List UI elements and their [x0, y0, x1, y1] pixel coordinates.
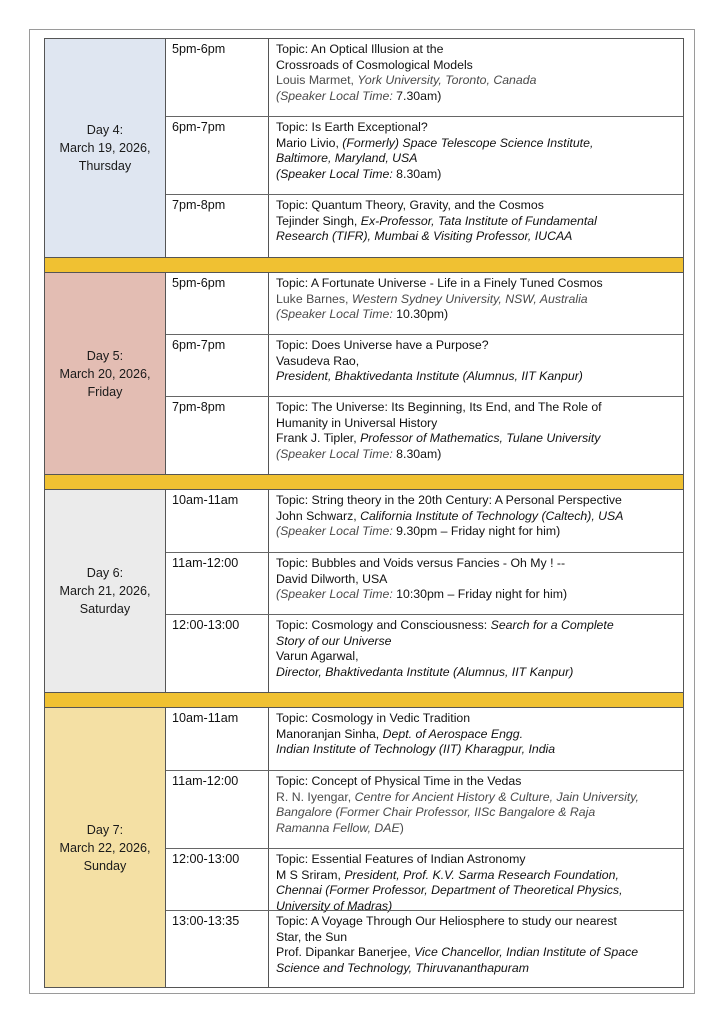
talk-info-line — [276, 136, 679, 152]
talk-info-line — [276, 930, 679, 946]
day-weekday: Saturday — [79, 602, 131, 616]
talk-details — [269, 397, 683, 462]
day-date: March 22, 2026, — [59, 840, 151, 855]
text-segment: Topic: Is Earth Exceptional? — [276, 120, 428, 134]
text-segment: (Speaker Local Time: — [276, 307, 393, 322]
text-segment: David Dilworth, USA — [276, 571, 388, 586]
text-segment: Director, Bhaktivedanta Institute (Alumnus, IIT Kanpur) — [276, 664, 574, 679]
text-segment: Baltimore, Maryland, USA — [276, 151, 418, 166]
talk-topic-line — [276, 914, 679, 930]
text-segment: Topic: Cosmology in Vedic Tradition — [276, 711, 471, 725]
text-segment: Topic: Cosmology and Consciousness: — [276, 618, 491, 632]
talk-time: 13:00-13:35 — [166, 911, 269, 987]
text-segment: Topic: String theory in the 20th Century: A Personal Perspective — [276, 493, 622, 507]
talk-time: 6pm-7pm — [166, 335, 269, 396]
talk-time: 12:00-13:00 — [166, 849, 269, 910]
talk-info-line — [276, 354, 679, 370]
text-segment: Topic: Concept of Physical Time in the Vedas — [276, 774, 522, 788]
talk-info-line — [276, 727, 679, 743]
talk-details — [269, 708, 683, 758]
talk-info-line — [276, 151, 679, 167]
text-segment: 10.30pm) — [392, 307, 449, 322]
talk-topic-line — [276, 711, 679, 727]
talk-info-line — [276, 229, 679, 245]
text-segment: 10:30pm – Friday night for him) — [392, 587, 568, 602]
text-segment: 9.30pm – Friday night for him) — [392, 524, 561, 539]
text-segment: (Speaker Local Time: — [276, 587, 393, 602]
day-weekday: Sunday — [83, 858, 127, 873]
text-segment: Professor of Mathematics, Tulane University — [360, 431, 601, 446]
talk-row — [166, 614, 683, 692]
text-segment: Varun Agarwal, — [276, 649, 359, 664]
text-segment: Topic: An Optical Illusion at the — [276, 42, 444, 56]
talk-info-line — [276, 447, 679, 463]
talk-topic-line — [276, 774, 679, 790]
talk-info-line — [276, 416, 679, 432]
text-segment: Tejinder Singh, — [276, 213, 361, 228]
text-segment: Dept. of Aerospace Engg. — [382, 726, 524, 741]
day-separator-band — [45, 257, 683, 273]
day-label-text — [59, 347, 150, 401]
text-segment: Topic: A Fortunate Universe - Life in a Finely Tuned Cosmos — [276, 276, 603, 290]
text-segment: Manoranjan Sinha, — [276, 726, 383, 741]
text-segment: Story of our Universe — [276, 633, 392, 648]
talk-row — [166, 910, 683, 987]
text-segment: Topic: The Universe: Its Beginning, Its End, and The Role of — [276, 400, 602, 414]
text-segment: Vasudeva Rao, — [276, 353, 360, 368]
talk-info-line — [276, 572, 679, 588]
talk-info-line — [276, 89, 679, 105]
talk-details — [269, 195, 683, 245]
talk-topic-line — [276, 42, 679, 58]
day-date: March 19, 2026, — [59, 141, 151, 155]
day-date: March 20, 2026, — [59, 366, 151, 381]
day-number: Day 4: — [86, 123, 124, 137]
talk-topic-line — [276, 852, 679, 868]
text-segment: Indian Institute of Technology (IIT) Kharagpur, India — [276, 742, 556, 757]
day-label-text — [59, 821, 150, 875]
text-segment: (Speaker Local Time: — [276, 88, 393, 103]
talk-details — [269, 911, 683, 976]
talk-topic-line — [276, 276, 679, 292]
talk-row — [166, 708, 683, 770]
talk-details — [269, 490, 683, 540]
day-number: Day 7: — [86, 822, 124, 837]
text-segment: York University, Toronto, Canada — [357, 73, 537, 88]
text-segment: Humanity in Universal History — [276, 415, 438, 430]
day-label-text — [59, 121, 150, 175]
talk-row — [166, 490, 683, 552]
text-segment: Star, the Sun — [276, 929, 348, 944]
schedule-table — [44, 38, 684, 988]
talk-details — [269, 39, 683, 104]
text-segment: John Schwarz, — [276, 508, 361, 523]
talk-time: 5pm-6pm — [166, 39, 269, 116]
talk-info-line — [276, 167, 679, 183]
talk-info-line — [276, 945, 679, 961]
talk-details — [269, 771, 683, 836]
text-segment: President, Bhaktivedanta Institute (Alumnus, IIT Kanpur) — [276, 369, 583, 384]
text-segment: Vice Chancellor, Indian Institute of Space — [414, 945, 639, 960]
day-weekday: Thursday — [78, 159, 132, 173]
day-date: March 21, 2026, — [59, 584, 151, 598]
day-weekday: Friday — [87, 384, 123, 399]
text-segment: Topic: Quantum Theory, Gravity, and the Cosmos — [276, 198, 544, 212]
text-segment: Mario Livio, — [276, 135, 343, 150]
talk-topic-line — [276, 618, 679, 634]
talk-time: 7pm-8pm — [166, 397, 269, 474]
talk-details — [269, 335, 683, 385]
text-segment: Research (TIFR), Mumbai & Visiting Professor, IUCAA — [276, 229, 573, 244]
talk-row — [166, 552, 683, 614]
talk-row — [166, 273, 683, 334]
day-label — [45, 490, 166, 692]
text-segment: Centre for Ancient History & Culture, Jain University, — [354, 789, 639, 804]
talk-info-line — [276, 821, 679, 837]
text-segment: (Formerly) Space Telescope Science Institute, — [342, 135, 594, 150]
talk-time: 6pm-7pm — [166, 117, 269, 194]
talk-time: 11am-12:00 — [166, 771, 269, 848]
talk-info-line — [276, 292, 679, 308]
text-segment: Prof. Dipankar Banerjee, — [276, 945, 415, 960]
talk-row — [166, 396, 683, 474]
talk-info-line — [276, 58, 679, 74]
text-segment: Crossroads of Cosmological Models — [276, 57, 473, 72]
talk-info-line — [276, 742, 679, 758]
talk-info-line — [276, 214, 679, 230]
talk-time: 5pm-6pm — [166, 273, 269, 334]
talk-info-line — [276, 369, 679, 385]
text-segment: Louis Marmet, — [276, 73, 358, 88]
talk-topic-line — [276, 198, 679, 214]
talk-info-line — [276, 524, 679, 540]
talk-info-line — [276, 634, 679, 650]
text-segment: 8.30am) — [392, 446, 442, 461]
text-segment: Luke Barnes, — [276, 291, 352, 306]
text-segment: Frank J. Tipler, — [276, 431, 361, 446]
text-segment: 7.30am) — [392, 88, 442, 103]
text-segment: Topic: Essential Features of Indian Astronomy — [276, 852, 526, 866]
talk-details — [269, 273, 683, 323]
talk-row — [166, 334, 683, 396]
talk-topic-line — [276, 338, 679, 354]
talk-row — [166, 116, 683, 194]
day-number: Day 5: — [86, 348, 124, 363]
talk-topic-line — [276, 493, 679, 509]
text-segment: President, Prof. K.V. Sarma Research Foundation, — [344, 867, 619, 882]
day-label-text — [59, 564, 150, 618]
talk-info-line — [276, 883, 679, 899]
talk-time: 10am-11am — [166, 490, 269, 552]
text-segment: University of Madras) — [276, 898, 393, 913]
text-segment: (Speaker Local Time: — [276, 524, 393, 539]
talk-details — [269, 553, 683, 603]
day-separator-band — [45, 692, 683, 708]
talk-details — [269, 615, 683, 680]
day-label — [45, 273, 166, 474]
text-segment: Bangalore (Former Chair Professor, IISc Bangalore & Raja — [276, 805, 596, 820]
talk-topic-line — [276, 556, 679, 572]
day-separator-band — [45, 474, 683, 490]
text-segment: (Speaker Local Time: — [276, 166, 393, 181]
talk-info-line — [276, 868, 679, 884]
text-segment: (Speaker Local Time: — [276, 446, 393, 461]
talk-details — [269, 849, 683, 914]
text-segment: Search for a Complete — [490, 618, 614, 632]
talk-info-line — [276, 649, 679, 665]
talk-row — [166, 39, 683, 116]
talk-info-line — [276, 790, 679, 806]
text-segment: M S Sriram, — [276, 867, 345, 882]
talk-time: 10am-11am — [166, 708, 269, 770]
talk-info-line — [276, 73, 679, 89]
day-label — [45, 39, 166, 257]
talk-time: 7pm-8pm — [166, 195, 269, 257]
talk-info-line — [276, 587, 679, 603]
text-segment: R. N. Iyengar, — [276, 789, 355, 804]
text-segment: Topic: Does Universe have a Purpose? — [276, 338, 489, 352]
talk-topic-line — [276, 120, 679, 136]
text-segment: 8.30am) — [392, 166, 442, 181]
talk-details — [269, 117, 683, 182]
talk-time: 11am-12:00 — [166, 553, 269, 614]
text-segment: Topic: Bubbles and Voids versus Fancies - Oh My ! -- — [276, 556, 566, 570]
text-segment: Topic: A Voyage Through Our Heliosphere to study our nearest — [276, 914, 617, 928]
talk-time: 12:00-13:00 — [166, 615, 269, 692]
text-segment: Western Sydney University, NSW, Australia — [351, 291, 588, 306]
talk-info-line — [276, 431, 679, 447]
day-label — [45, 708, 166, 987]
text-segment: Ramanna Fellow, DAE — [276, 820, 400, 835]
talk-info-line — [276, 805, 679, 821]
text-segment: ) — [399, 820, 404, 835]
talk-topic-line — [276, 400, 679, 416]
talk-row — [166, 194, 683, 257]
text-segment: Ex-Professor, Tata Institute of Fundamental — [360, 213, 597, 228]
talk-row — [166, 848, 683, 913]
talk-info-line — [276, 961, 679, 977]
talk-info-line — [276, 665, 679, 681]
text-segment: California Institute of Technology (Caltech), USA — [360, 508, 624, 523]
text-segment: Science and Technology, Thiruvananthapuram — [276, 960, 529, 975]
talk-info-line — [276, 307, 679, 323]
talk-row — [166, 770, 683, 848]
text-segment: Chennai (Former Professor, Department of Theoretical Physics, — [276, 883, 623, 898]
talk-info-line — [276, 509, 679, 525]
day-number: Day 6: — [86, 566, 124, 580]
